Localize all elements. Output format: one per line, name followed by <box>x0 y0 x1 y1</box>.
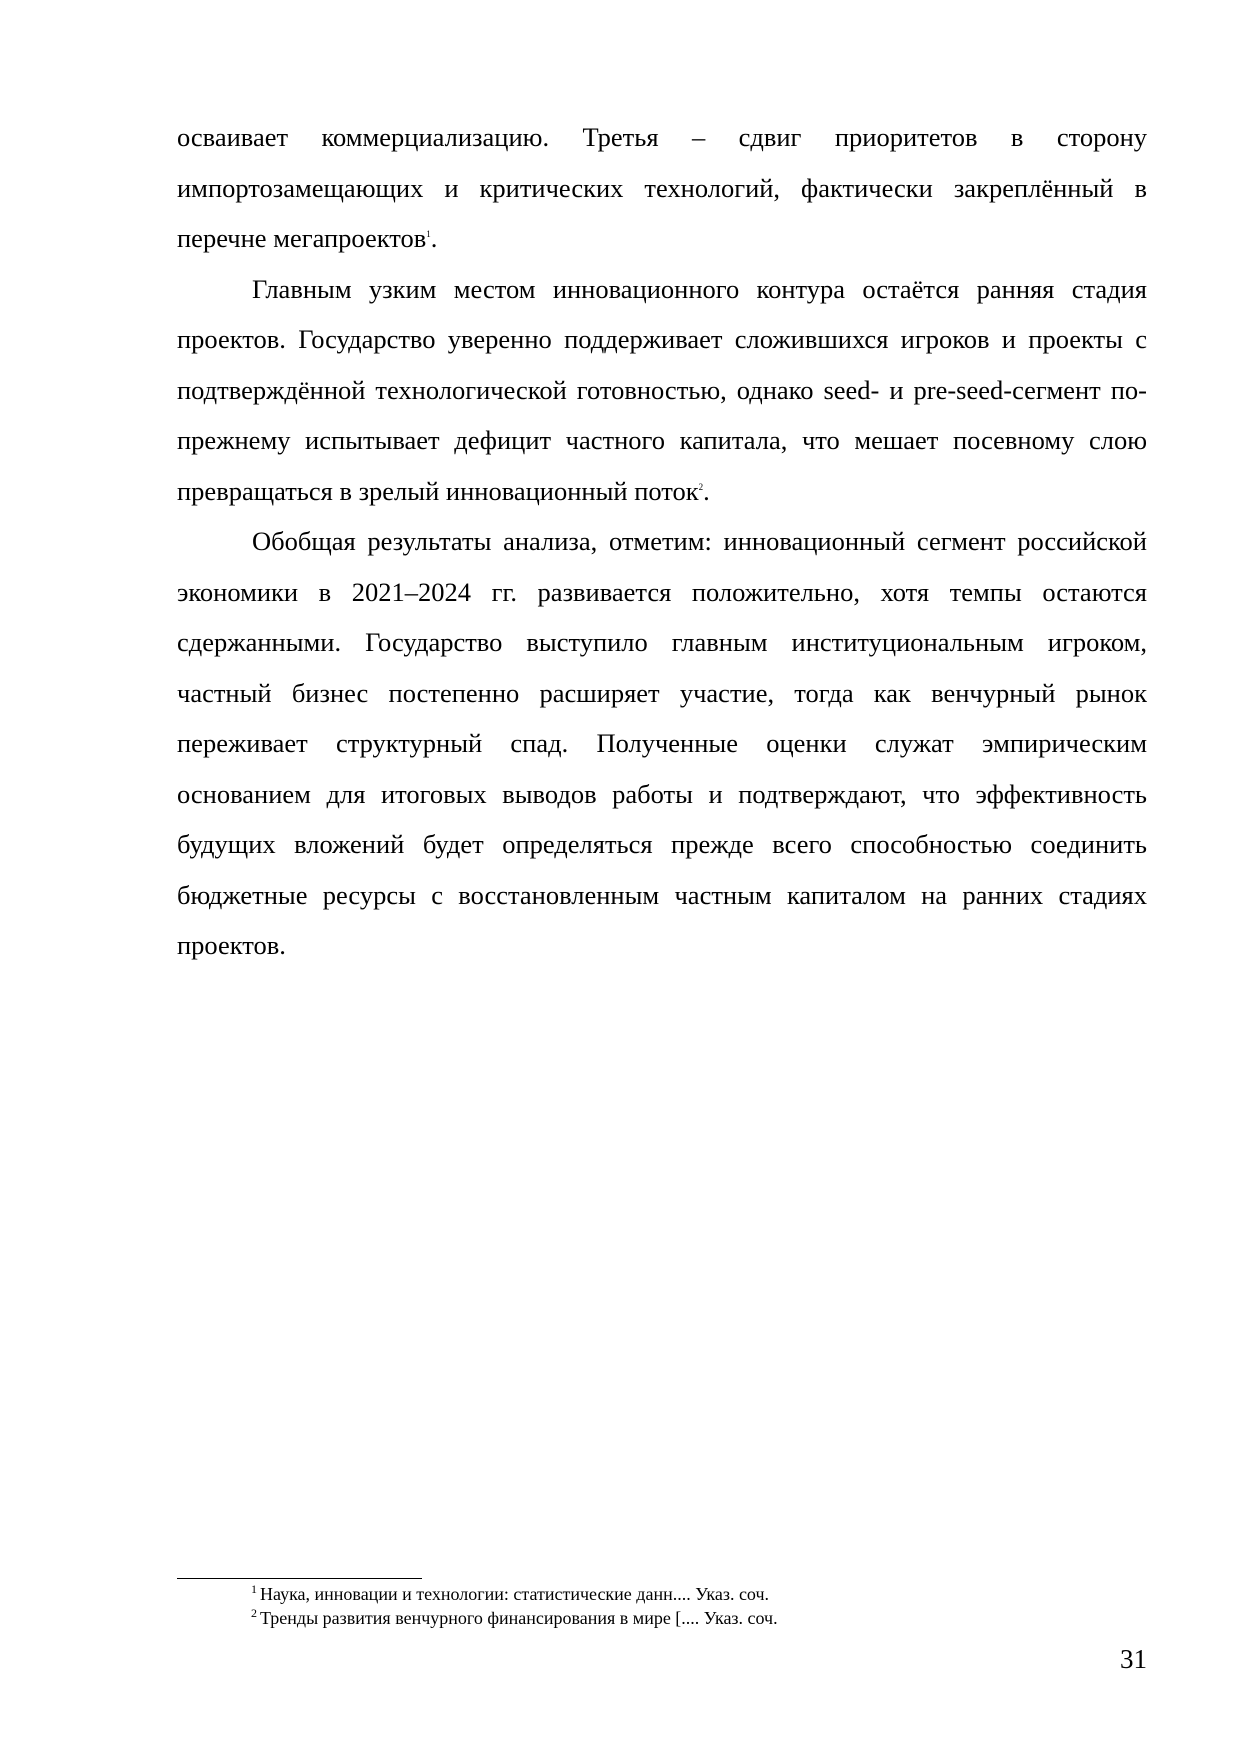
paragraph-1 <box>177 112 1147 264</box>
footnotes <box>177 1582 1147 1630</box>
paragraph-2 <box>177 264 1147 517</box>
footnote-separator <box>177 1578 422 1579</box>
paragraph-3 <box>177 516 1147 971</box>
body-text <box>177 112 1147 971</box>
footnote-1-number: 1 <box>251 1582 257 1596</box>
page-number: 31 <box>1120 1644 1147 1674</box>
footnote-2-number: 2 <box>251 1606 257 1620</box>
paragraph-2-end: . <box>703 475 710 506</box>
paragraph-1-text: осваивает коммерциализацию. Третья – сдвиг приоритетов в сторону импортозамещающих и критических технологий, фактически закреплённый в перечне мегапроектов <box>177 122 1147 253</box>
paragraph-2-text: Главным узким местом инновационного контура остаётся ранняя стадия проектов. Государство уверенно поддерживает сложившихся игроков и проекты с подтверждённой технологической готовностью, однако seed- и pre-seed-сегмент по-прежнему испытывает дефицит частного капитала, что мешает посевному слою превращаться в зрелый инновационный поток <box>177 273 1147 506</box>
footnote-ref-2[interactable]: 2 <box>698 481 704 492</box>
footnote-1 <box>177 1582 1147 1606</box>
footnote-2-text: Тренды развития венчурного финансирования в мире [.... Указ. соч. <box>260 1608 778 1628</box>
footnote-ref-1[interactable]: 1 <box>426 229 431 239</box>
paragraph-1-end: . <box>430 223 438 253</box>
paragraph-3-text: Обобщая результаты анализа, отметим: инновационный сегмент российской экономики в 2021–2024 гг. развивается положительно, хотя темпы остаются сдержанными. Государство выступило главным институциональным игроком, частный бизнес постепенно расширяет участие, тогда как венчурный рынок переживает структурный спад. Полученные оценки служат эмпирическим основанием для итоговых выводов работы и подтверждают, что эффективность будущих вложений будет определяться прежде всего способностью соединить бюджетные ресурсы с восстановленным частным капиталом на ранних стадиях проектов. <box>177 526 1147 960</box>
footnote-2 <box>177 1606 1147 1630</box>
footnote-1-text: Наука, инновации и технологии: статистические данн.... Указ. соч. <box>260 1584 770 1604</box>
